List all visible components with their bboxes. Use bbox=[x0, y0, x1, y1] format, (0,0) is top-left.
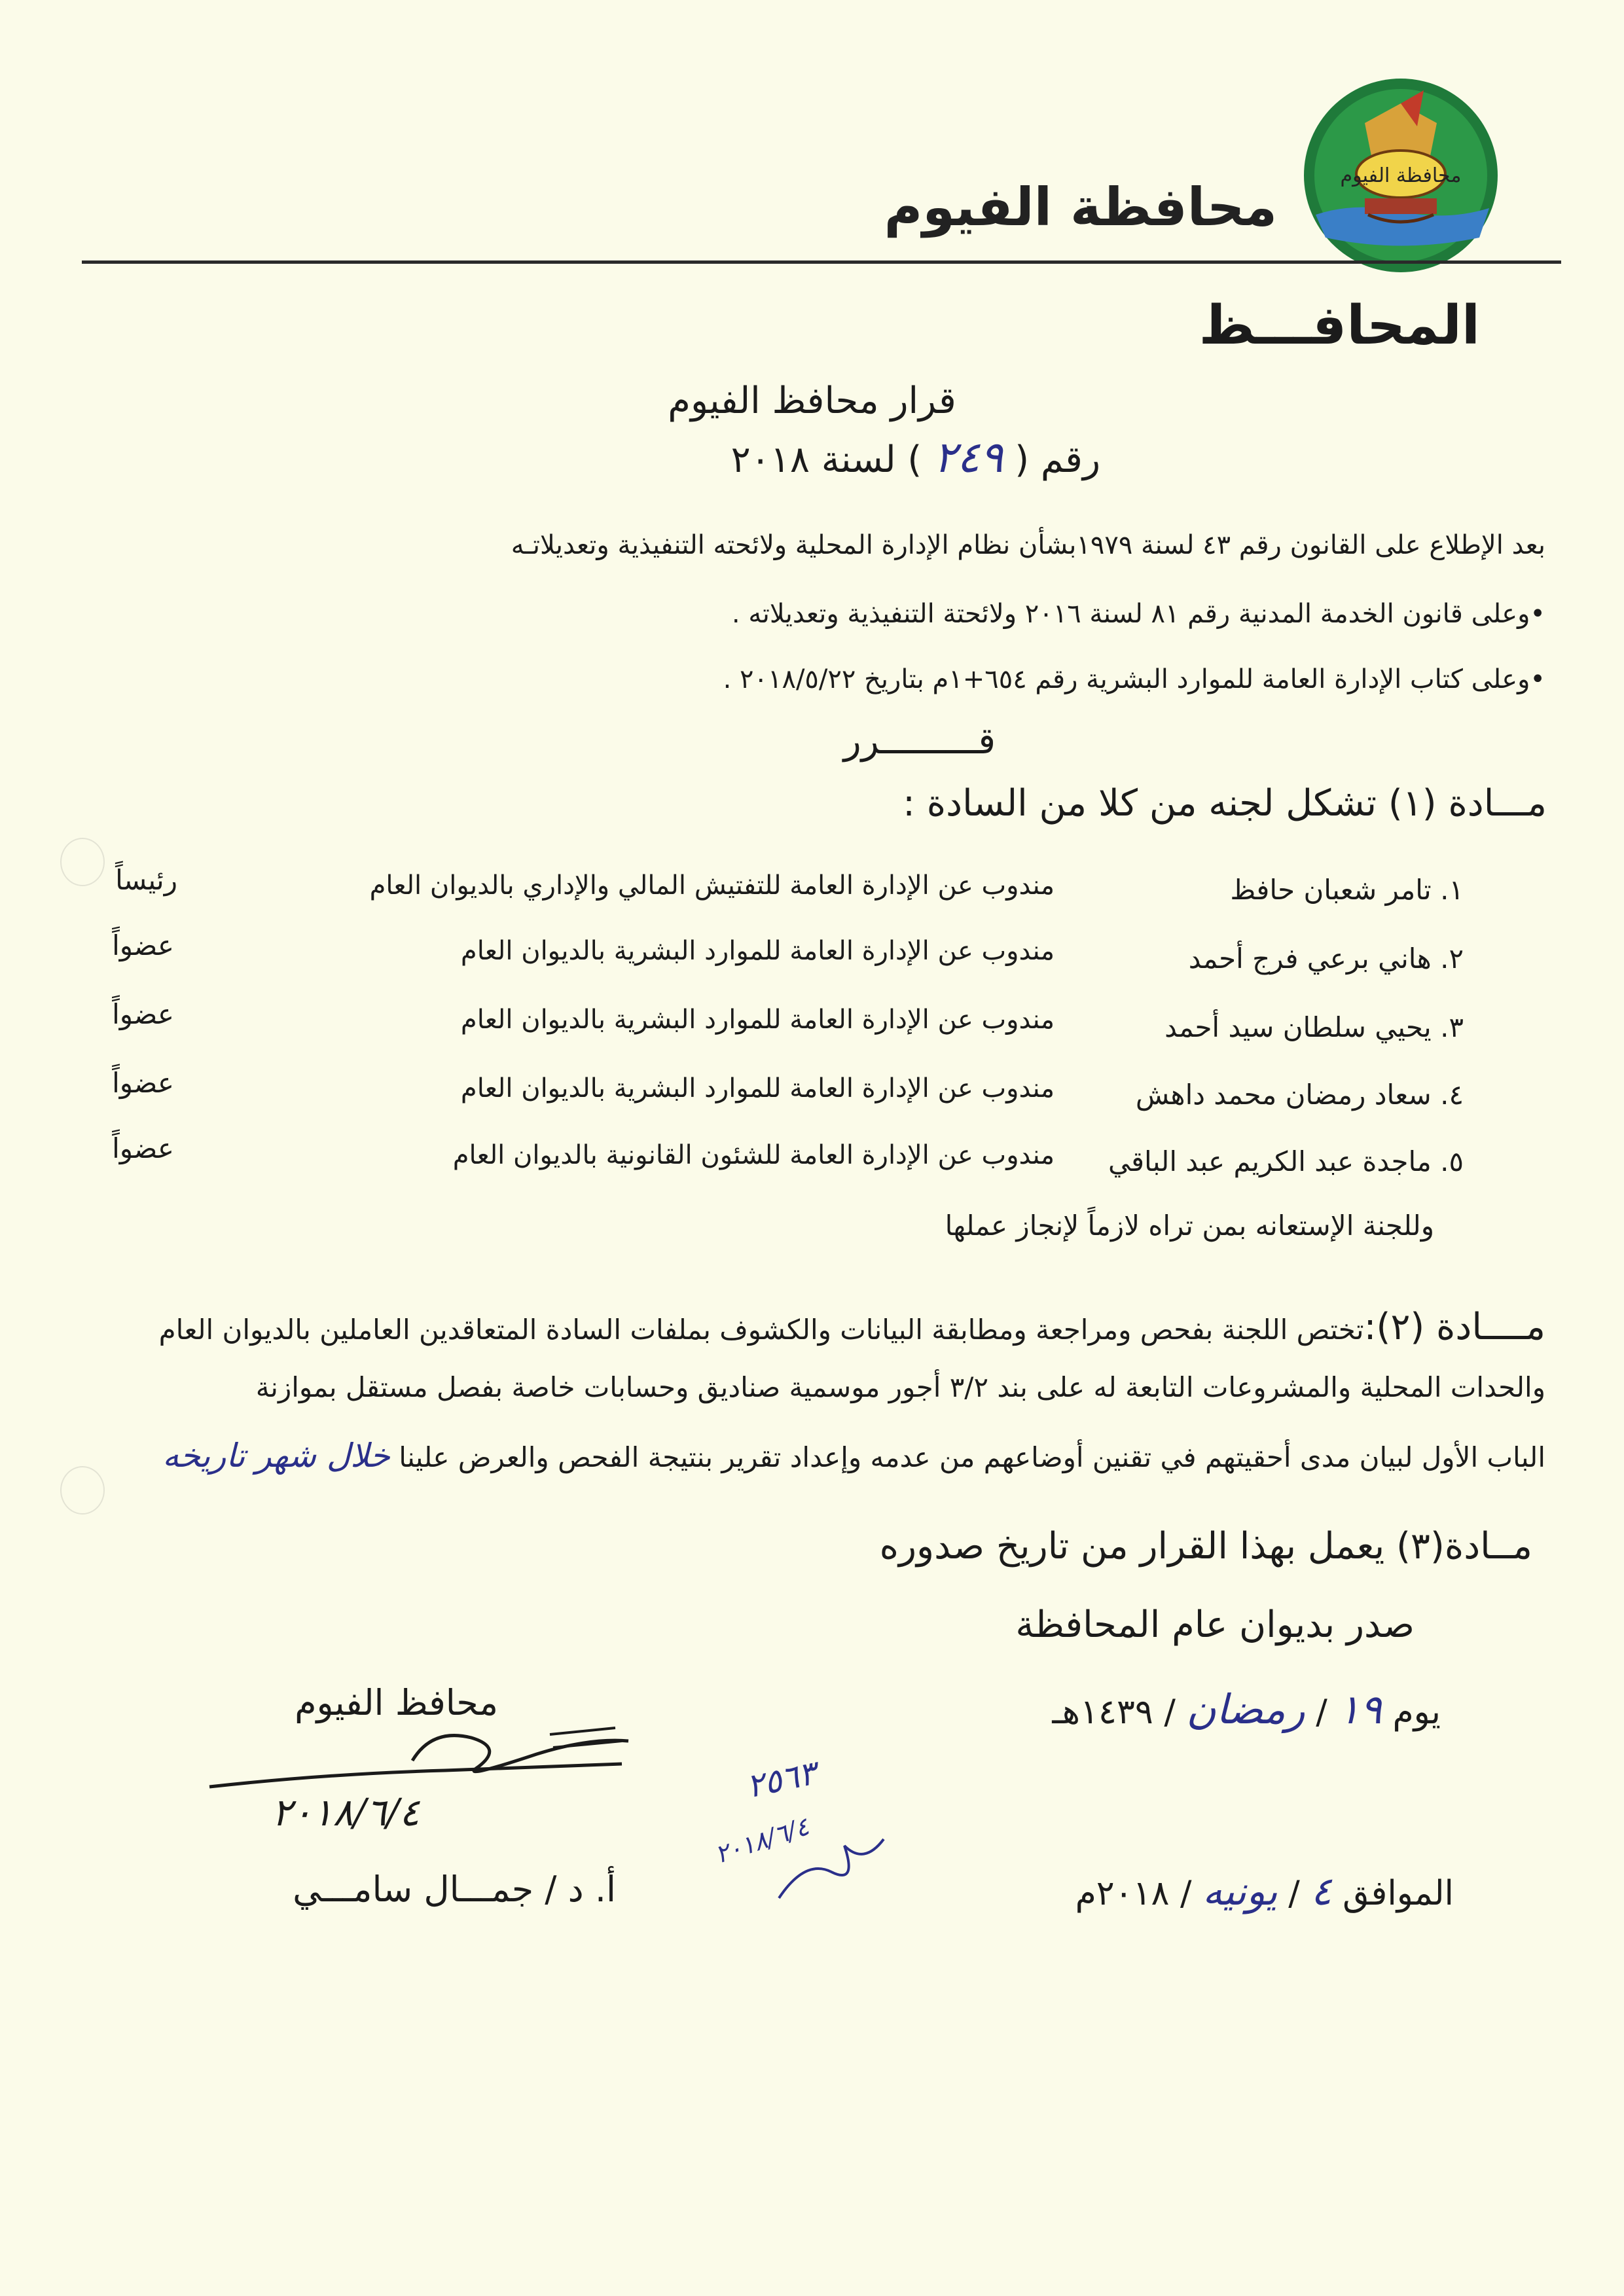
preamble-line: بعد الإطلاع على القانون رقم ٤٣ لسنة ١٩٧٩بشأن نظام الإدارة المحلية ولائحته التنفيذية وتعديلاتـه bbox=[511, 530, 1545, 560]
member-name: ٥. ماجدة عبد الكريم عبد الباقي bbox=[1108, 1145, 1464, 1177]
committee-note: وللجنة الإستعانه بمن تراه لازماً لإنجاز عملها bbox=[945, 1210, 1434, 1242]
member-name: ٢. هاني برعي فرج أحمد bbox=[1188, 942, 1464, 975]
preamble-line: •وعلى كتاب الإدارة العامة للموارد البشرية رقم ٦٥٤+١م بتاريخ ٢٠١٨/٥/٢٢ . bbox=[723, 664, 1545, 694]
hijri-day: ١٩ bbox=[1338, 1685, 1382, 1733]
decides-heading: قـــــــــرر bbox=[843, 720, 996, 762]
member-role: رئيساً bbox=[115, 864, 177, 896]
hijri-prefix: يوم bbox=[1392, 1693, 1441, 1732]
hijri-month: رمضان bbox=[1186, 1685, 1305, 1733]
signature-title: محافظ الفيوم bbox=[295, 1682, 498, 1723]
preamble-line: •وعلى قانون الخدمة المدنية رقم ٨١ لسنة ٢٠١٦ ولائحتة التنفيذية وتعديلاته . bbox=[731, 599, 1545, 629]
registry-date: ٢٠١٨/٦/٤ bbox=[711, 1812, 813, 1869]
gregorian-month: يونيه bbox=[1202, 1869, 1278, 1914]
member-description: مندوب عن الإدارة العامة للتفتيش المالي والإداري بالديوان العام bbox=[369, 870, 1055, 901]
member-description: مندوب عن الإدارة العامة للموارد البشرية بالديوان العام bbox=[460, 936, 1055, 966]
gregorian-date: الموافق ٤ / يونيه / ٢٠١٨م bbox=[1075, 1869, 1454, 1914]
signature-scribble bbox=[196, 1702, 655, 1806]
decree-number-suffix: ) لسنة ٢٠١٨ bbox=[731, 439, 922, 481]
article2-heading: مــــادة (٢): bbox=[1363, 1306, 1545, 1348]
decree-number-handwritten: ٢٤٩ bbox=[933, 432, 1003, 482]
member-description: مندوب عن الإدارة العامة للموارد البشرية بالديوان العام bbox=[460, 1073, 1055, 1103]
article2-text: تختص اللجنة بفحص ومراجعة ومطابقة البيانات والكشوف بملفات السادة المتعاقدين العاملين بالديوان العام bbox=[158, 1314, 1364, 1346]
article1-heading: مـــادة (١) تشكل لجنه من كلا من السادة : bbox=[903, 782, 1547, 825]
member-description: مندوب عن الإدارة العامة للشئون القانونية بالديوان العام bbox=[452, 1140, 1055, 1170]
signature-name: أ. د / جمـــال سامـــي bbox=[293, 1869, 616, 1910]
member-role: عضواً bbox=[112, 1132, 174, 1164]
member-role: عضواً bbox=[112, 929, 174, 961]
gregorian-day: ٤ bbox=[1310, 1869, 1332, 1914]
governorate-header: محافظة الفيوم bbox=[884, 177, 1277, 238]
registry-signature bbox=[766, 1820, 897, 1918]
logo-text: محافظة الفيوم bbox=[1340, 164, 1462, 187]
issued-at: صدر بديوان عام المحافظة bbox=[1015, 1604, 1415, 1646]
article2-line bbox=[159, 1306, 1545, 1348]
member-role: عضواً bbox=[112, 998, 174, 1030]
member-description: مندوب عن الإدارة العامة للموارد البشرية بالديوان العام bbox=[460, 1005, 1055, 1035]
punch-hole bbox=[60, 1466, 105, 1515]
decree-title: قرار محافظ الفيوم bbox=[668, 380, 956, 422]
governorate-logo bbox=[1303, 77, 1499, 274]
gregorian-year: ٢٠١٨م bbox=[1075, 1874, 1170, 1913]
registry-number: ٢٥٦٣ bbox=[743, 1753, 820, 1806]
article2-line: والحدات المحلية والمشروعات التابعة له على بند ٣/٢ أجور موسمية صناديق وحسابات خاصة بفصل مستقل بموازنة bbox=[255, 1371, 1545, 1403]
header-divider bbox=[82, 260, 1561, 264]
article2-handwritten: خلال شهر تاريخه bbox=[162, 1437, 390, 1475]
article2-line bbox=[162, 1437, 1545, 1475]
office-title: المحافـــظ bbox=[1199, 295, 1480, 357]
member-name: ٣. يحيي سلطان سيد أحمد bbox=[1164, 1011, 1464, 1043]
member-role: عضواً bbox=[112, 1067, 174, 1099]
hijri-date: يوم ١٩ / رمضان / ١٤٣٩هـ bbox=[1052, 1685, 1441, 1733]
gregorian-prefix: الموافق bbox=[1343, 1874, 1454, 1913]
article3: مــادة(٣) يعمل بهذا القرار من تاريخ صدوره bbox=[879, 1525, 1532, 1568]
member-name: ١. تامر شعبان حافظ bbox=[1230, 874, 1464, 906]
decree-number-prefix: رقم ( bbox=[1015, 439, 1100, 481]
article2-text: الباب الأول لبيان مدى أحقيتهم في تقنين أوضاعهم من عدمه وإعداد تقرير بنتيجة الفحص والعرض علينا bbox=[399, 1441, 1545, 1473]
decree-number bbox=[731, 432, 1100, 482]
member-name: ٤. سعاد رمضان محمد داهش bbox=[1135, 1079, 1464, 1111]
punch-hole bbox=[60, 838, 105, 886]
signature-date: ٢٠١٨/٦/٤ bbox=[272, 1790, 420, 1835]
hijri-year: ١٤٣٩هـ bbox=[1052, 1693, 1153, 1732]
